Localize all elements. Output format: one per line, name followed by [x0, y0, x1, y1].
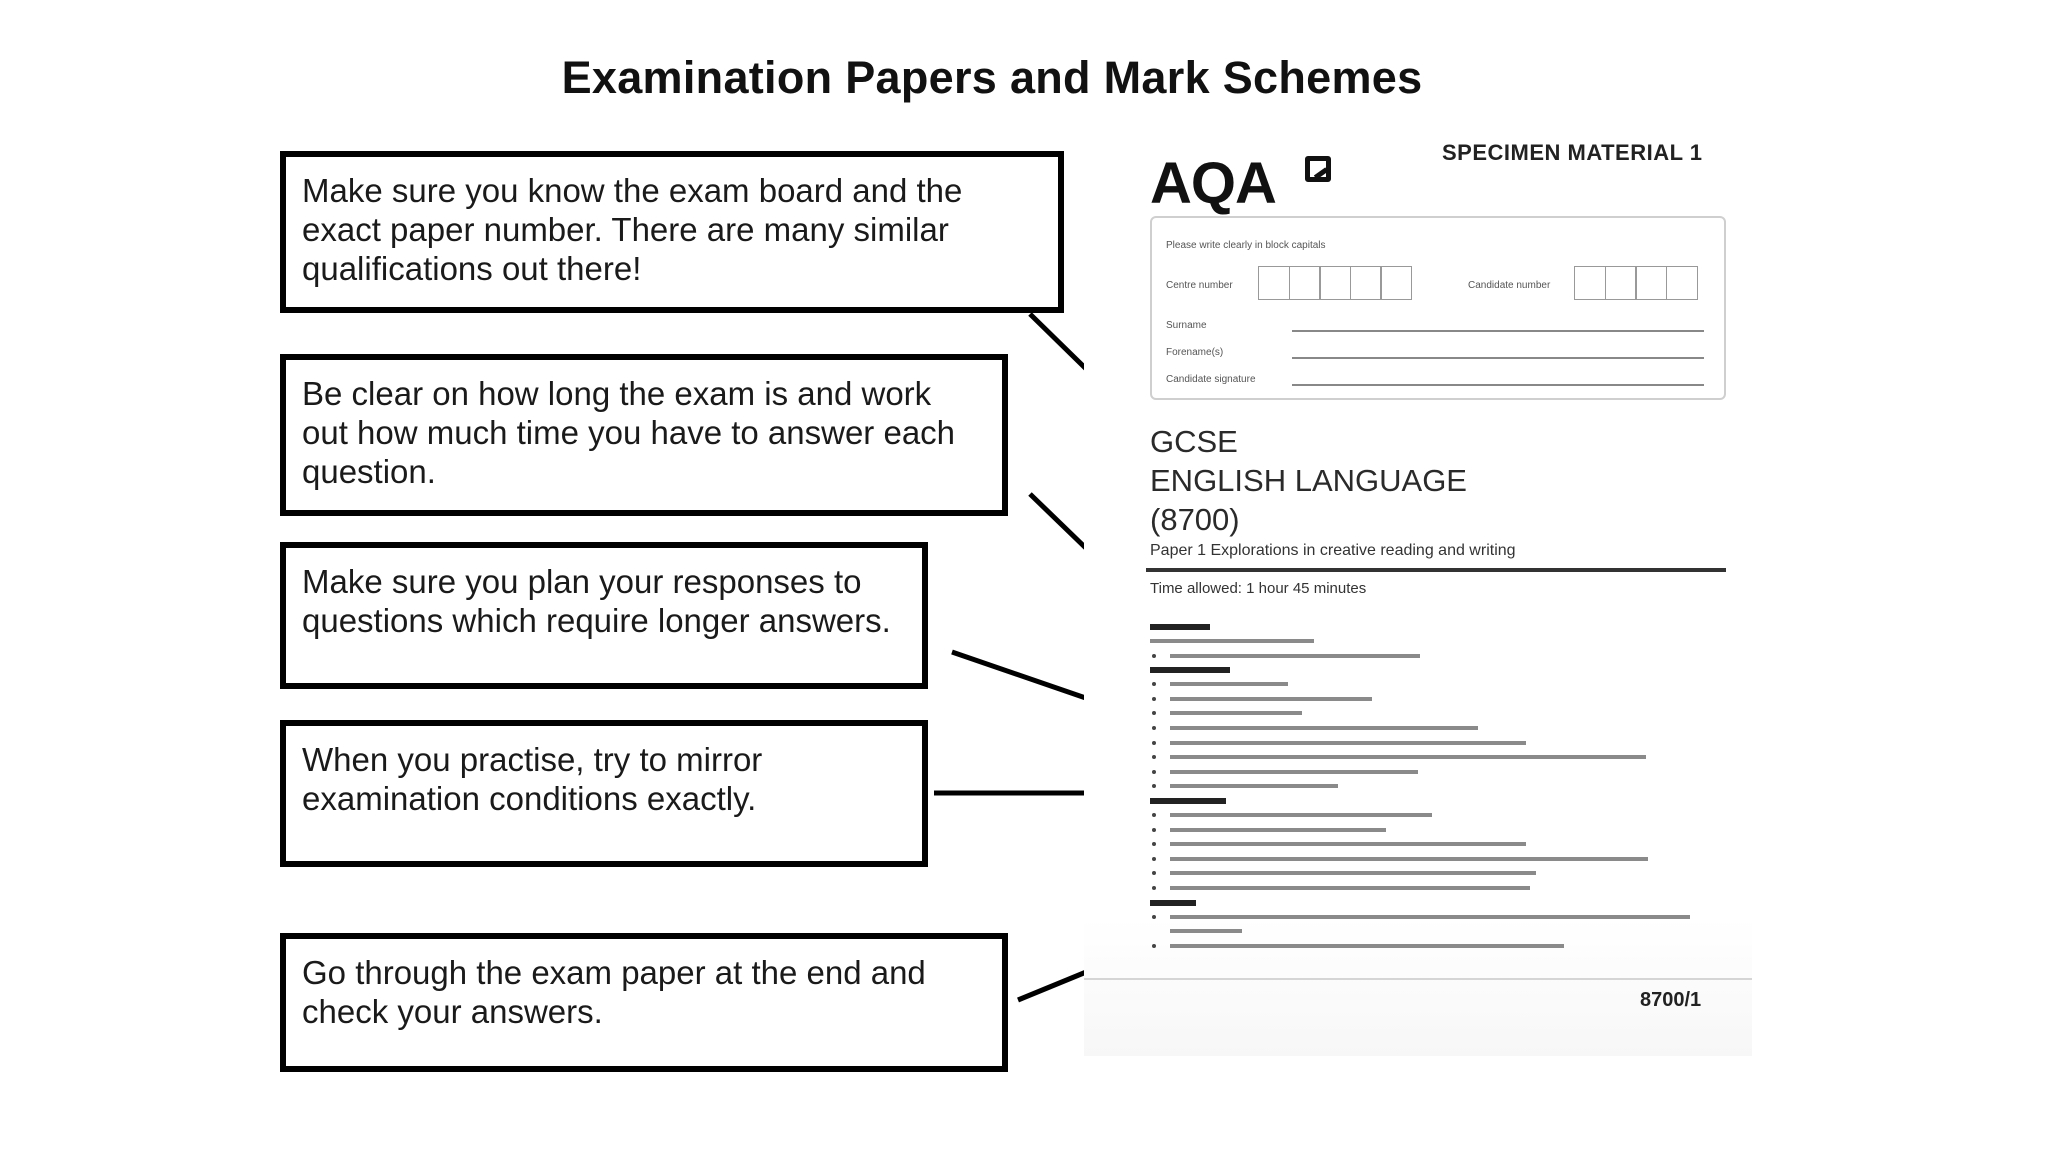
- instruction-line: [1150, 837, 1730, 852]
- instruction-line: [1170, 924, 1730, 939]
- instructions-heading: [1150, 663, 1230, 677]
- materials-heading: [1150, 620, 1210, 634]
- aqa-logo: AQA: [1150, 151, 1276, 216]
- centre-number-boxes: [1258, 266, 1411, 300]
- centre-number-label: Centre number: [1166, 280, 1233, 291]
- information-heading: [1150, 794, 1226, 808]
- instruction-line: [1150, 706, 1730, 721]
- page-title: Examination Papers and Mark Schemes: [561, 52, 1423, 103]
- candidate-number-label: Candidate number: [1468, 280, 1551, 291]
- specimen-label: SPECIMEN MATERIAL 1: [1442, 140, 1703, 165]
- exam-paper-cover: [1084, 132, 1752, 1056]
- instruction-line: [1150, 649, 1730, 664]
- instruction-line: [1150, 692, 1730, 707]
- paper-title: Paper 1 Explorations in creative reading and writing: [1150, 542, 1516, 559]
- time-allowed: Time allowed: 1 hour 45 minutes: [1150, 580, 1367, 597]
- exam-board-note: Make sure you know the exam board and the exact paper number. There are many similar qualifications out there!: [280, 151, 1064, 313]
- instruction-line: [1150, 721, 1730, 736]
- advice-heading: [1150, 896, 1196, 910]
- instruction-line: [1150, 852, 1730, 867]
- instruction-line: [1150, 779, 1730, 794]
- signature-line: [1292, 384, 1704, 386]
- instruction-line: [1150, 750, 1730, 765]
- instruction-line: [1150, 866, 1730, 881]
- forenames-line: [1292, 357, 1704, 359]
- check-answers-note: Go through the exam paper at the end and check your answers.: [280, 933, 1008, 1072]
- instruction-line: [1150, 765, 1730, 780]
- plan-responses-note: Make sure you plan your responses to questions which require longer answers.: [280, 542, 928, 689]
- spec-code-line: (8700): [1150, 502, 1240, 537]
- instruction-line: [1150, 823, 1730, 838]
- paper-code: 8700/1: [1640, 989, 1702, 1011]
- subject-line: ENGLISH LANGUAGE: [1150, 463, 1467, 498]
- instruction-line: [1150, 808, 1730, 823]
- qualification-line: GCSE: [1150, 424, 1238, 459]
- footer-rule: [1084, 978, 1752, 980]
- subject-heading: [1150, 422, 1467, 539]
- instruction-line: [1150, 881, 1730, 896]
- instruction-line: [1150, 910, 1730, 925]
- exam-conditions-note: When you practise, try to mirror examination conditions exactly.: [280, 720, 928, 867]
- instruction-line: [1150, 677, 1730, 692]
- candidate-number-boxes: [1574, 266, 1696, 300]
- block-capitals-label: Please write clearly in block capitals: [1166, 240, 1326, 251]
- instruction-line: [1150, 634, 1730, 649]
- surname-label: Surname: [1166, 320, 1207, 331]
- heading-rule: [1146, 568, 1726, 572]
- surname-line: [1292, 330, 1704, 332]
- instruction-line: [1150, 736, 1730, 751]
- paper-instructions: [1150, 620, 1730, 953]
- forenames-label: Forename(s): [1166, 347, 1224, 358]
- aqa-logo-icon: [1305, 156, 1331, 182]
- signature-label: Candidate signature: [1166, 374, 1256, 385]
- instruction-line: [1150, 939, 1730, 954]
- candidate-details-form: [1150, 216, 1726, 400]
- exam-length-note: Be clear on how long the exam is and work out how much time you have to answer each question.: [280, 354, 1008, 516]
